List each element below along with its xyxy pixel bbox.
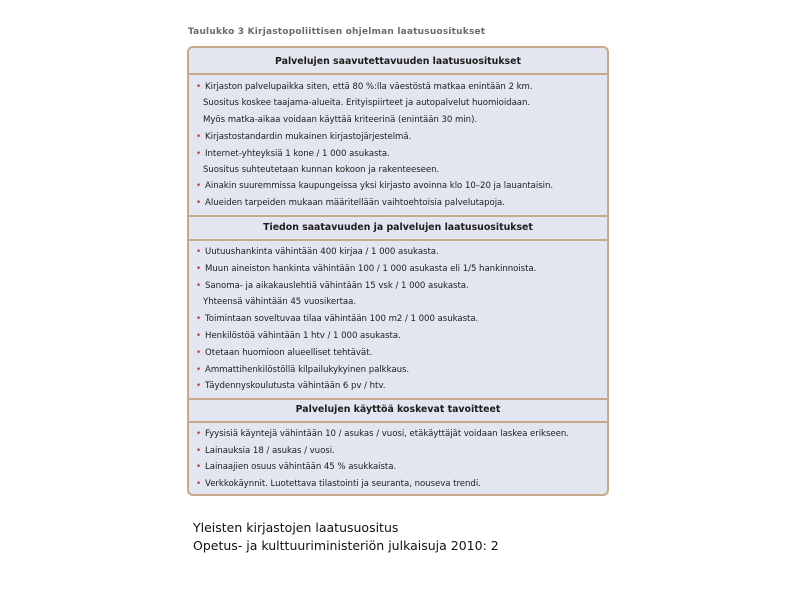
section-divider	[189, 215, 607, 217]
list-item: • Fyysisiä käyntejä vähintään 10 / asukas / vuosi, etäkäyttäjät voidaan laskea erikseen.	[196, 429, 569, 439]
list-item-continuation: Yhteensä vähintään 45 vuosikertaa.	[203, 297, 357, 307]
list-item: • Toimintaan soveltuvaa tilaa vähintään 100 m2 / 1 000 asukasta.	[196, 314, 478, 324]
section-header-information: Tiedon saatavuuden ja palvelujen laatusuositukset	[263, 222, 533, 233]
list-item-continuation: Suositus suhteutetaan kunnan kokoon ja rakenteeseen.	[203, 165, 440, 175]
list-item: • Muun aineiston hankinta vähintään 100 / 1 000 asukasta eli 1/5 hankinnoista.	[196, 264, 536, 274]
table-caption: Taulukko 3 Kirjastopoliittisen ohjelman laatusuositukset	[188, 27, 486, 37]
list-item-continuation: Suositus koskee taajama-alueita. Erityispiirteet ja autopalvelut huomioidaan.	[203, 98, 531, 108]
list-item: • Verkkokäynnit. Luotettava tilastointi ja seuranta, nouseva trendi.	[196, 479, 481, 489]
recommendations-table	[187, 46, 609, 496]
list-item: • Sanoma- ja aikakauslehtiä vähintään 15 vsk / 1 000 asukasta.	[196, 281, 469, 291]
list-item: • Uutuushankinta vähintään 400 kirjaa / 1 000 asukasta.	[196, 247, 439, 257]
list-item: • Henkilöstöä vähintään 1 htv / 1 000 asukasta.	[196, 331, 401, 341]
source-publisher: Opetus- ja kulttuuriministeriön julkaisuja 2010: 2	[193, 538, 499, 553]
list-item: • Lainaajien osuus vähintään 45 % asukkaista.	[196, 462, 396, 472]
section-header-usage: Palvelujen käyttöä koskevat tavoitteet	[295, 404, 501, 415]
section-divider	[189, 398, 607, 400]
list-item: • Internet-yhteyksiä 1 kone / 1 000 asukasta.	[196, 149, 390, 159]
list-item: • Lainauksia 18 / asukas / vuosi.	[196, 446, 335, 456]
source-caption	[193, 519, 499, 555]
section-divider	[189, 421, 607, 423]
section-header-accessibility: Palvelujen saavutettavuuden laatusuositukset	[275, 56, 521, 67]
list-item: • Kirjastostandardin mukainen kirjastojärjestelmä.	[196, 132, 411, 142]
list-item: • Otetaan huomioon alueelliset tehtävät.	[196, 348, 372, 358]
list-item: • Kirjaston palvelupaikka siten, että 80 %:lla väestöstä matkaa enintään 2 km.	[196, 82, 533, 92]
list-item-continuation: Myös matka-aikaa voidaan käyttää kriteerinä (enintään 30 min).	[203, 115, 478, 125]
list-item: • Täydennyskoulutusta vähintään 6 pv / htv.	[196, 381, 385, 391]
list-item: • Ainakin suuremmissa kaupungeissa yksi kirjasto avoinna klo 10–20 ja lauantaisin.	[196, 181, 553, 191]
list-item: • Alueiden tarpeiden mukaan määritellään vaihtoehtoisia palvelutapoja.	[196, 198, 505, 208]
section-divider	[189, 73, 607, 75]
section-divider	[189, 239, 607, 241]
source-title: Yleisten kirjastojen laatusuositus	[193, 520, 399, 535]
list-item: • Ammattihenkilöstöllä kilpailukykyinen palkkaus.	[196, 365, 409, 375]
